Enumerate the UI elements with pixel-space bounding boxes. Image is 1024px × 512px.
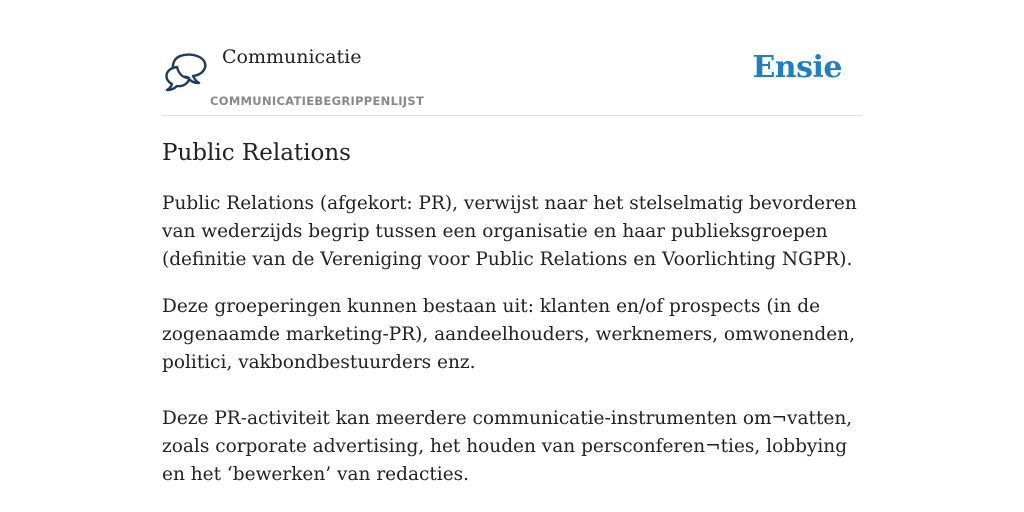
article-paragraph: Public Relations (afgekort: PR), verwijst naar het stelselmatig bevorderen van wederzijds begrip tussen een organisatie en haar publieksgroepen (definitie van de Vereniging voor Public Relations en Voorlichting NGPR).	[162, 193, 857, 270]
speech-bubbles-icon[interactable]	[164, 50, 208, 92]
article-paragraph: Deze groeperingen kunnen bestaan uit: klanten en/of prospects (in de zogenaamde marketing-PR), aandeelhouders, werknemers, omwonenden, politici, vakbondbestuurders enz.	[162, 296, 855, 373]
header	[162, 0, 862, 116]
article-title: Public Relations	[162, 140, 351, 166]
page	[162, 0, 862, 489]
site-title-link[interactable]: Communicatie	[222, 46, 362, 68]
brand-logo-link[interactable]: Ensie	[752, 50, 842, 85]
article-paragraph: Deze PR-activiteit kan meerdere communicatie-instrumenten om¬vatten, zoals corporate advertising, het houden van persconferen¬ties, lobbying en het ‘bewerken’ van redacties.	[162, 408, 853, 485]
site-subtitle: COMMUNICATIEBEGRIPPENLIJST	[210, 94, 425, 108]
